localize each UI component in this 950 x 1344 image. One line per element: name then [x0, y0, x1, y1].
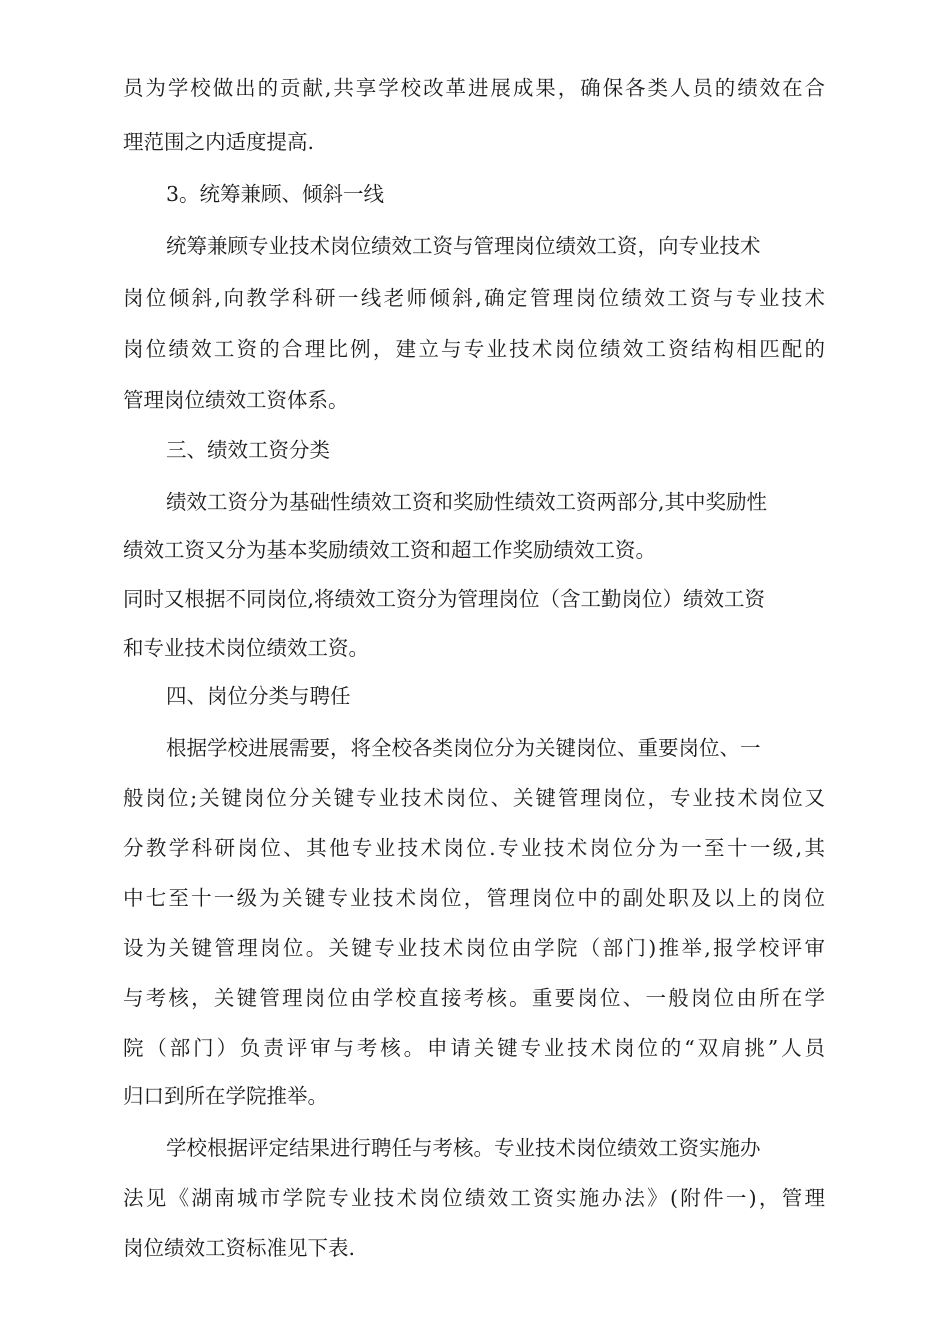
- section-heading: 三、绩效工资分类: [166, 438, 330, 462]
- section-heading: 四、岗位分类与聘任: [166, 684, 351, 708]
- body-text-line: 与考核，关键管理岗位由学校直接考核。重要岗位、一般岗位由所在学: [123, 986, 825, 1010]
- body-text-line: 设为关键管理岗位。关键专业技术岗位由学院（部门)推举,报学校评审: [123, 936, 825, 960]
- body-text-line: 岗位绩效工资标准见下表.: [123, 1236, 356, 1260]
- body-text-line: 学校根据评定结果进行聘任与考核。专业技术岗位绩效工资实施办: [166, 1136, 761, 1160]
- body-text-line: 归口到所在学院推举。: [123, 1084, 328, 1108]
- body-text-line: 同时又根据不同岗位,将绩效工资分为管理岗位（含工勤岗位）绩效工资: [123, 587, 766, 611]
- subsection-heading: 3。统筹兼顾、倾斜一线: [166, 182, 385, 206]
- body-text-line: 绩效工资又分为基本奖励绩效工资和超工作奖励绩效工资。: [123, 538, 656, 562]
- body-text-line: 绩效工资分为基础性绩效工资和奖励性绩效工资两部分,其中奖励性: [166, 490, 768, 514]
- body-text-line: 理范围之内适度提高.: [123, 130, 315, 154]
- body-text-line: 院（部门）负责评审与考核。申请关键专业技术岗位的“双肩挑”人员: [123, 1036, 825, 1060]
- body-text-line: 岗位倾斜,向教学科研一线老师倾斜,确定管理岗位绩效工资与专业技术: [123, 286, 825, 310]
- body-text-line: 统筹兼顾专业技术岗位绩效工资与管理岗位绩效工资，向专业技术: [166, 234, 761, 258]
- body-text-line: 法见《湖南城市学院专业技术岗位绩效工资实施办法》(附件一)，管理: [123, 1186, 825, 1210]
- body-text-line: 和专业技术岗位绩效工资。: [123, 636, 369, 660]
- body-text-line: 中七至十一级为关键专业技术岗位，管理岗位中的副处职及以上的岗位: [123, 886, 825, 910]
- body-text-line: 管理岗位绩效工资体系。: [123, 388, 349, 412]
- body-text-line: 岗位绩效工资的合理比例，建立与专业技术岗位绩效工资结构相匹配的: [123, 337, 825, 361]
- body-text-line: 分教学科研岗位、其他专业技术岗位.专业技术岗位分为一至十一级,其: [123, 836, 825, 860]
- body-text-line: 根据学校进展需要，将全校各类岗位分为关键岗位、重要岗位、一: [166, 736, 761, 760]
- body-text-line: 员为学校做出的贡献,共享学校改革进展成果，确保各类人员的绩效在合: [123, 76, 825, 100]
- body-text-line: 般岗位;关键岗位分关键专业技术岗位、关键管理岗位，专业技术岗位又: [123, 786, 825, 810]
